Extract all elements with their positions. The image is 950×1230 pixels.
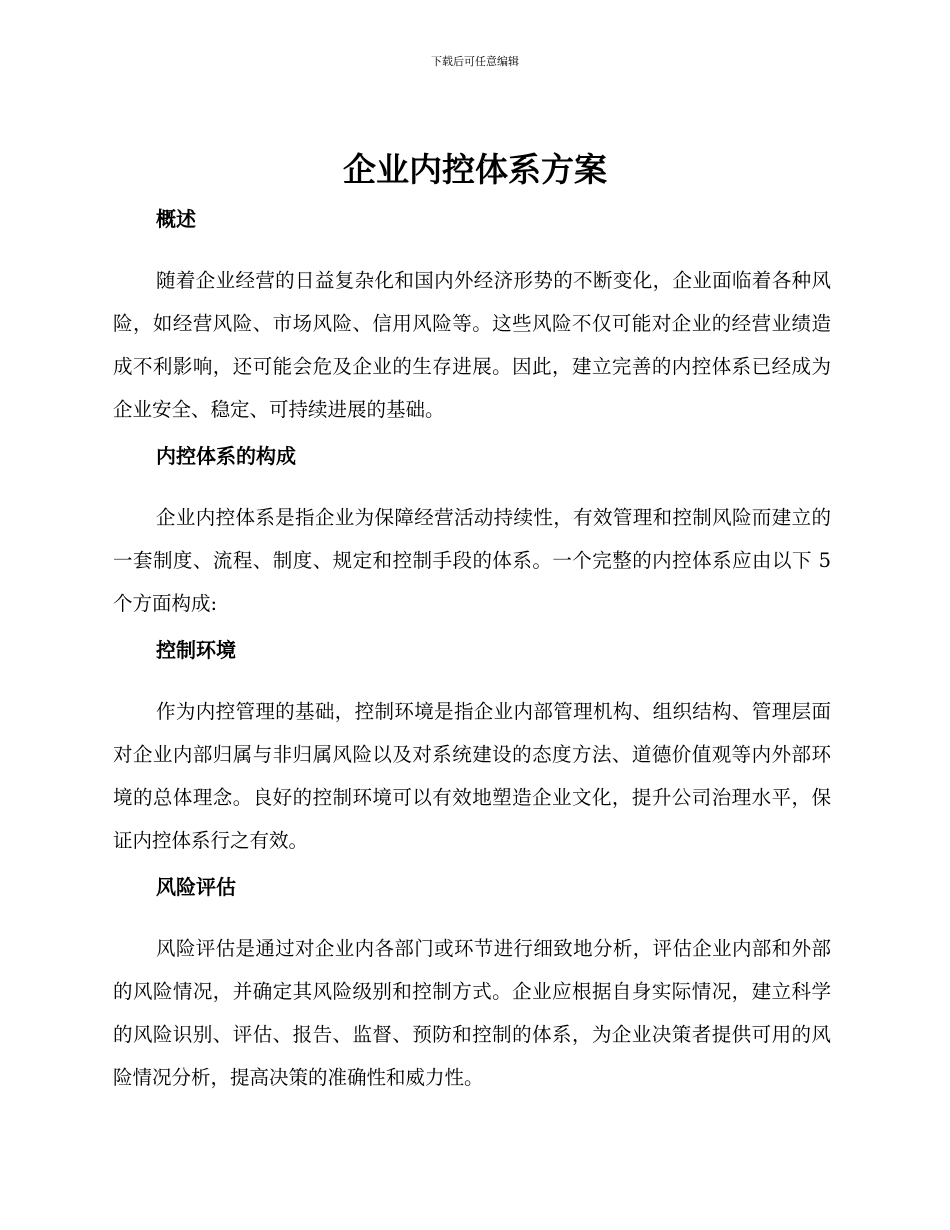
section-body-risk-assessment: 风险评估是通过对企业内各部门或环节进行细致地分析，评估企业内部和外部的风险情况，并确定其风险级别和控制方式。企业应根据自身实际情况，建立科学的风险识别、评估、报告、监督、预防和控制的体系，为企业决策者提供可用的风险情况分析，提高决策的准确性和威力性。 <box>113 937 831 1089</box>
section-overview <box>113 205 831 431</box>
section-composition <box>113 442 831 625</box>
section-body-overview: 随着企业经营的日益复杂化和国内外经济形势的不断变化，企业面临着各种风险，如经营风险、市场风险、信用风险等。这些风险不仅可能对企业的经营业绩造成不利影响，还可能会危及企业的生存进展。因此，建立完善的内控体系已经成为企业安全、稳定、可持续进展的基础。 <box>113 269 831 421</box>
section-heading-control-environment: 控制环境 <box>156 638 236 662</box>
section-control-environment <box>113 636 831 862</box>
running-header: 下载后可任意编辑 <box>431 55 519 68</box>
section-risk-assessment <box>113 873 831 1099</box>
document-title: 企业内控体系方案 <box>343 150 607 189</box>
section-heading-risk-assessment: 风险评估 <box>156 875 236 899</box>
section-body-composition: 企业内控体系是指企业为保障经营活动持续性，有效管理和控制风险而建立的一套制度、流程、制度、规定和控制手段的体系。一个完整的内控体系应由以下 5 个方面构成: <box>113 506 831 615</box>
section-heading-composition: 内控体系的构成 <box>156 444 296 468</box>
section-heading-overview: 概述 <box>156 207 196 231</box>
section-body-control-environment: 作为内控管理的基础，控制环境是指企业内部管理机构、组织结构、管理层面对企业内部归属与非归属风险以及对系统建设的态度方法、道德价值观等内外部环境的总体理念。良好的控制环境可以有效地塑造企业文化，提升公司治理水平，保证内控体系行之有效。 <box>113 700 831 852</box>
